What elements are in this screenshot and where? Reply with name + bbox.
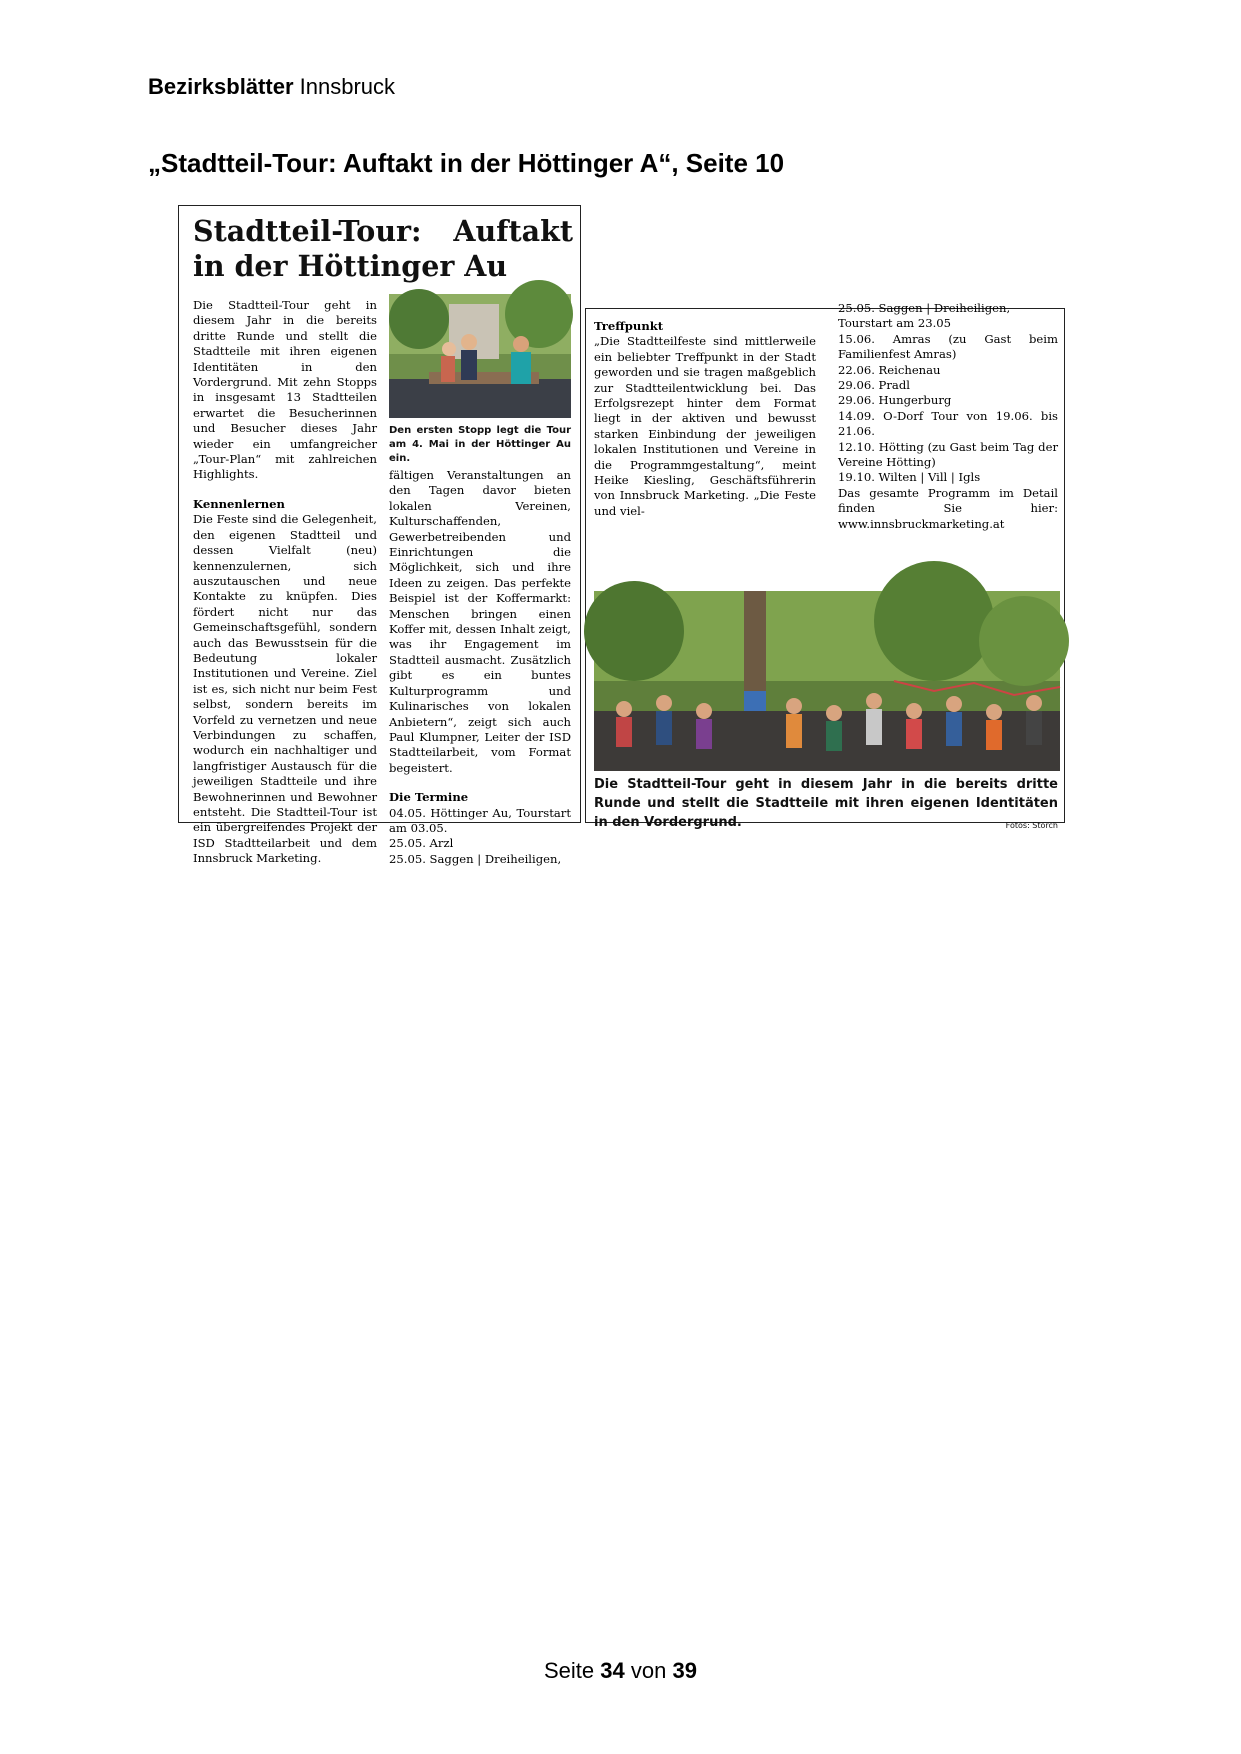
footer-middle: von bbox=[630, 1658, 667, 1683]
market-stall-photo-caption: Den ersten Stopp legt die Tour am 4. Mai in der Höttinger Au ein. bbox=[389, 425, 571, 464]
publication-city: Innsbruck bbox=[299, 74, 396, 99]
termine-heading: Die Termine bbox=[389, 790, 469, 805]
program-info: Das gesamte Programm im Detail finden Sie hier: www.innsbruckmarketing.at bbox=[838, 485, 1058, 531]
document-title: „Stadtteil-Tour: Auftakt in der Höttinger A“, Seite 10 bbox=[148, 148, 785, 178]
termin-item: 14.09. O-Dorf Tour von 19.06. bis 21.06. bbox=[838, 408, 1058, 439]
termin-item: 29.06. Hungerburg bbox=[838, 393, 952, 408]
termin-item: 25.05. Saggen | Dreiheiligen, bbox=[838, 301, 1011, 315]
termine-list-left bbox=[389, 806, 571, 868]
footer-page-total: 39 bbox=[672, 1658, 697, 1683]
termin-item: 22.06. Reichenau bbox=[838, 362, 941, 377]
termin-item: 25.05. Arzl bbox=[389, 836, 454, 851]
section-text-treffpunkt: „Die Stadtteilfeste sind mittlerweile ein beliebter Treffpunkt in der Stadt geworden und sie tragen maßgeblich zur Stadtteilentwicklung bei. Das Erfolgsrezept hinter dem Format liegt in der aktiven und bewusst starken Einbindung der jeweiligen lokalen Institutionen und Vereine in die Programmgestaltung“, meint Heike Kiesling, Geschäftsführerin von Innsbruck Marketing. „Die Feste und viel- bbox=[594, 334, 816, 518]
market-stall-photo-image bbox=[389, 294, 571, 418]
column-2-text: fältigen Veranstaltungen an den Tagen davor bieten lokalen Vereinen, Kulturschaffenden, Gewerbetreibenden und Einrichtungen die Möglichkeit, sich und ihre Ideen zu zeigen. Das perfekte Beispiel ist der Koffermarkt: Menschen bringen einen Koffer mit, dessen Inhalt zeigt, was ihr Engagement im Stadtteil ausmacht. Zusätzlich gibt es ein buntes Kulturprogramm und Kulinarisches von lokalen Anbietern“, zeigt sich auch Paul Klumpner, Leiter der ISD Stadtteilarbeit, vom Format begeistert. bbox=[389, 468, 571, 775]
termin-item: 25.05. Saggen | Dreiheiligen, bbox=[389, 851, 562, 866]
festival-crowd-photo-image bbox=[594, 591, 1060, 771]
page-footer bbox=[0, 1658, 1241, 1684]
termin-item: Tourstart am 23.05 bbox=[838, 316, 952, 331]
publication-header bbox=[148, 74, 395, 100]
footer-prefix: Seite bbox=[544, 1658, 595, 1683]
article-column-2 bbox=[389, 468, 571, 867]
section-text-kennenlernen: Die Feste sind die Gelegenheit, den eigenen Stadtteil und dessen Vielfalt (neu) kennenzulernen, sich auszutauschen und neue Kontakte zu knüpfen. Dies fördert nicht nur das Gemeinschaftsgefühl, sondern auch das Bewusstsein für die Bedeutung lokaler Institutionen und Vereine. Ziel ist es, sich nicht nur beim Fest selbst, sondern bereits im Vorfeld zu vernetzen und neue Verbindungen zu schaffen, wodurch ein nachhaltiger und langfristiger Austausch für die jeweiligen Stadtteile und ihre Bewohnerinnen und Bewohner entsteht. Die Stadtteil-Tour ist ein übergreifendes Projekt der ISD Stadtteilarbeit und dem Innsbruck Marketing. bbox=[193, 512, 377, 866]
section-heading-kennenlernen: Kennenlernen bbox=[193, 496, 285, 511]
termine-list-right bbox=[838, 301, 1058, 532]
festival-crowd-photo-caption bbox=[594, 775, 1058, 835]
festival-caption-text: Die Stadtteil-Tour geht in diesem Jahr in die bereits dritte Runde und stellt die Stadtteile mit ihren eigenen Identitäten in den Vordergrund. bbox=[594, 777, 1058, 830]
termin-item: 12.10. Hötting (zu Gast beim Tag der Vereine Hötting) bbox=[838, 439, 1058, 470]
article-intro: Die Stadtteil-Tour geht in diesem Jahr in die bereits dritte Runde und stellt die Stadtteile mit ihren eigenen Identitäten in den Vordergrund. Mit zehn Stopps in insgesamt 13 Stadtteilen erwartet die Besucherinnen und Besucher dieses Jahr wieder ein umfangreicher „Tour-Plan“ mit zahlreichen Highlights. bbox=[193, 298, 377, 482]
section-heading-treffpunkt: Treffpunkt bbox=[594, 319, 664, 333]
termin-item: 04.05. Höttinger Au, Tourstart am 03.05. bbox=[389, 805, 571, 835]
photo-credit: Fotos: Storch bbox=[1005, 821, 1058, 830]
article-column-1 bbox=[193, 298, 377, 867]
market-stall-photo bbox=[389, 294, 571, 418]
article-clipping-left bbox=[178, 205, 581, 866]
festival-crowd-photo bbox=[594, 591, 1060, 771]
termin-item: 19.10. Wilten | Vill | Igls bbox=[838, 470, 981, 485]
article-column-3 bbox=[594, 319, 816, 519]
termin-item: 29.06. Pradl bbox=[838, 378, 910, 393]
article-headline: Stadtteil-Tour: Auftakt in der Höttinger Au bbox=[193, 214, 573, 283]
termin-item: 15.06. Amras (zu Gast beim Familienfest Amras) bbox=[838, 331, 1058, 362]
footer-page-number: 34 bbox=[600, 1658, 625, 1683]
publication-name: Bezirksblätter bbox=[148, 74, 294, 99]
article-clipping-right bbox=[585, 301, 1065, 830]
